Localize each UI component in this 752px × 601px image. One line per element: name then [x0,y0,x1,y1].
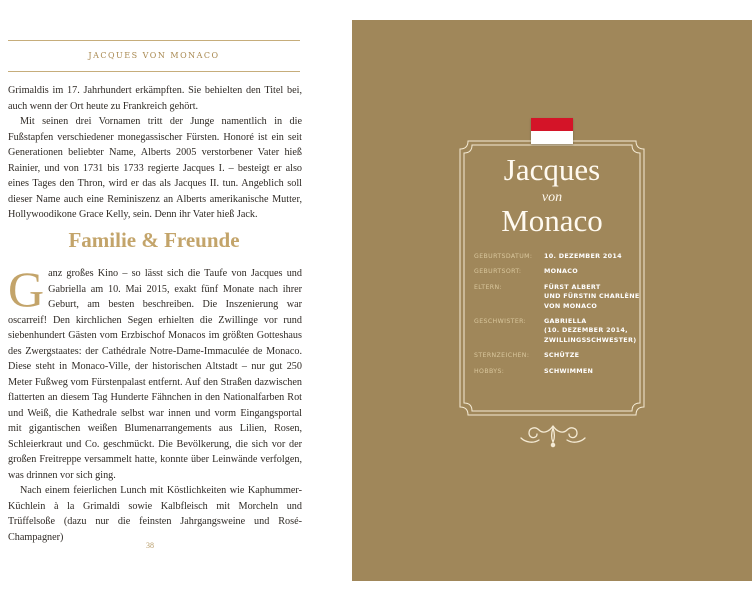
fact-hobbies [474,367,654,376]
fact-value-line: GABRIELLA [544,317,587,326]
fact-value-line: SCHWIMMEN [544,366,594,375]
drop-cap: G [8,261,45,317]
flag-red-stripe [531,118,573,131]
fact-value-line: MONACO [544,267,579,276]
fact-label: GESCHWISTER: [474,318,527,326]
intro-text [8,83,302,223]
monaco-flag-icon [531,118,573,144]
ornament-flourish-icon [513,420,593,450]
section-paragraph-1 [8,261,302,483]
fact-label: STERNZEICHEN: [474,352,530,360]
fact-siblings [474,317,654,345]
fact-value-line: SCHÜTZE [544,351,580,360]
section-heading: Familie & Freunde [68,228,240,252]
profile-title-first: Jacques [503,152,601,187]
fact-value-line: (10. DEZEMBER 2014, [544,326,628,335]
fact-value [544,283,640,311]
fact-value-line: ZWILLINGSSCHWESTER) [544,335,637,344]
page-number: 38 [146,541,154,550]
fact-parents [474,283,654,311]
fact-value [544,267,578,276]
section-text [8,261,302,545]
fact-value-line: FÜRST ALBERT [544,282,601,291]
intro-paragraph-2: Mit seinen drei Vornamen tritt der Junge namentlich in die Fußstapfen verschiedener monegassischer Fürsten. Honoré ist ein seit Generationen beliebter Name, Alberts 2005 verstorbener Vater hieß Rainier, und von 1731 bis 1733 regierte Jacques I. – besteigt er also eines Tages den Thron, wird er das als Jacques II. tun. Angeblich soll dieser Name auch eine Reminiszenz an Alberts amerikanische Mutter, Hollywoodikone Grace Kelly, sein. Denn ihr Vater hieß Jack. [8,116,302,220]
fact-value [544,317,636,345]
fact-value-line: VON MONACO [544,301,598,310]
section-paragraph-1-text: anz großes Kino – so lässt sich die Taufe von Jacques und Gabriella am 10. Mai 2015, exakt fünf Monate nach ihrer Geburt, am besten beschreiben. Die Inszenierung war oscarreif! Den kirchlichen Segen erhielten die Zwillinge vor rund siebenhundert Gästen vom Erzbischof Monacos im größten Gotteshaus des Zwergstaates: der Cathédrale Notre-Dame-Immaculée de Monaco. Diese steht in Monaco-Ville, der historischen Altstadt – nur gut 250 Meter Fußweg vom Fürstenpalast entfernt. Auf den Straßen dazwischen flatterten an diesem Tag Hunderte Fähnchen in den Nationalfarben Rot und Weiß, die Kathedrale selbst war innen und vorm Eingangsportal mit gigantischen weißen Blumenarrangements aus Lilien, Rosen, Schleierkraut und Co. geschmückt. Die Bevölkerung, die sich vor der großen Freitreppe versammelt hatte, konnte über Leinwände verfolgen, was drinnen vor sich ging. [8,268,302,481]
fact-label: ELTERN: [474,283,503,291]
fact-birthdate [474,252,654,261]
intro-paragraph-1: Grimaldis im 17. Jahrhundert erkämpften. Sie behielten den Titel bei, auch wenn der Ort heute zu Frankreich gehört. [8,85,302,112]
fact-value-line: 10. DEZEMBER 2014 [544,252,622,260]
profile-title-last: Monaco [501,203,603,238]
fact-label: GEBURTSDATUM: [474,253,533,260]
fact-birthplace [474,267,654,276]
fact-value [544,367,593,376]
profile-title-connector: von [541,190,563,205]
running-head: JACQUES VON MONACO [8,40,300,72]
fact-value-line: UND FÜRSTIN CHARLÈNE [544,292,640,301]
flag-white-stripe [531,131,573,144]
fact-label: HOBBYS: [474,367,505,375]
fact-value [544,351,579,360]
fact-label: GEBURTSORT: [474,268,522,276]
left-page [0,0,352,601]
section-paragraph-2: Nach einem feierlichen Lunch mit Köstlichkeiten wie Kaphummer-Küchlein à la Grimaldi sowie Kalbfleisch mit Morcheln und Trüffelsoße (dazu nur die feinsten Jahrgangsweine und Rosé-Champagner) [8,485,302,543]
fact-list [474,252,654,382]
fact-zodiac [474,351,654,360]
fact-value [544,252,622,261]
